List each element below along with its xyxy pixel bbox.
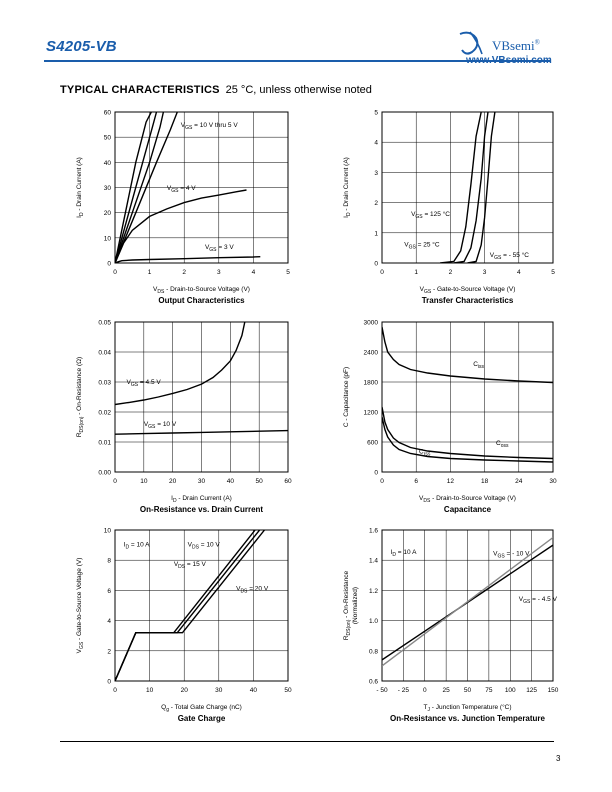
y-tick-label: 4	[374, 139, 378, 147]
x-tick-label: 30	[215, 687, 223, 694]
x-tick-label: 0	[422, 687, 427, 694]
y-tick-label: 0	[107, 678, 111, 686]
x-tick-label: 5	[551, 269, 555, 276]
series-annotation: $C_{oss}$	[496, 440, 509, 449]
x-tick-label: 10	[145, 687, 154, 694]
y-tick-label: 5	[374, 109, 378, 117]
series-annotation: $V_{GS} = 3$ V	[204, 244, 234, 254]
y-tick-label: 0.03	[98, 379, 111, 387]
x-tick-label: 0	[113, 478, 117, 485]
x-tick-label: 30	[197, 478, 206, 485]
footer-rule	[60, 741, 554, 742]
y-tick-label: 0.6	[368, 678, 378, 686]
chart-onres_temp	[343, 528, 559, 724]
y-tick-label: 50	[103, 134, 111, 142]
y-tick-label: 1	[374, 230, 378, 238]
y-tick-label: 1.6	[368, 527, 378, 535]
y-tick-label: 10	[103, 235, 111, 243]
x-tick-label: 30	[549, 478, 557, 485]
x-tick-label: 10	[140, 478, 148, 485]
x-tick-label: 40	[226, 478, 234, 485]
y-tick-label: 10	[103, 527, 111, 535]
y-tick-label: 2	[107, 648, 111, 656]
x-tick-label: 4	[251, 269, 256, 276]
y-tick-label: 20	[103, 210, 111, 218]
x-tick-label: 3	[482, 269, 487, 276]
series-line	[115, 190, 247, 263]
series-annotation: $C_{rss}$	[419, 448, 431, 458]
plot-frame	[382, 322, 553, 472]
series-line	[468, 112, 495, 263]
x-tick-label: 2	[182, 269, 187, 276]
chart-title: Capacitance	[443, 505, 492, 514]
plot-frame	[115, 530, 288, 681]
y-tick-label: 3	[374, 169, 378, 177]
chart-capacitance	[343, 320, 557, 515]
x-tick-label: 1	[147, 269, 152, 276]
x-tick-label: 2	[448, 269, 453, 276]
chart-title: Transfer Characteristics	[421, 296, 514, 305]
y-tick-label: 1200	[363, 409, 378, 417]
y-tick-label: 40	[103, 159, 111, 167]
series-annotation: $V_{DS} = 10$ V	[187, 541, 220, 551]
y-tick-label: 0.04	[98, 349, 111, 357]
chart-gate_charge	[76, 528, 292, 724]
series-annotation: $V_{GS}$ = - 4.5 V	[518, 595, 557, 605]
series-annotation: $V_{GS}$ = - 10 V	[493, 550, 530, 560]
chart-output	[76, 110, 290, 306]
y-axis-label: $V_{GS}$ - Gate-to-Source Voltage (V)	[76, 557, 85, 654]
series-annotation: $V_{GS} = 10$ V	[143, 421, 177, 431]
y-axis-label: $I_D$ - Drain Current (A)	[76, 157, 85, 218]
series-annotation: $V_{GS} = 10$ V thru 5 V	[180, 122, 238, 132]
series-annotation: $V_{GS} = 4.5$ V	[126, 379, 161, 389]
series-line	[115, 257, 260, 263]
series-annotation: $V_{GS} = 25$ °C	[404, 241, 440, 251]
y-tick-label: 600	[367, 439, 378, 447]
series-annotation: $V_{GS}$ = - 55 °C	[489, 251, 530, 261]
chart-title: On-Resistance vs. Junction Temperature	[389, 714, 546, 723]
x-tick-label: 1	[414, 269, 419, 276]
section-subtitle: 25 °C, unless otherwise noted	[225, 84, 372, 96]
y-tick-label: 1800	[363, 379, 378, 387]
x-tick-label: 50	[284, 687, 292, 694]
y-tick-label: 8	[107, 557, 111, 565]
x-tick-label: 3	[216, 269, 221, 276]
series-line	[382, 407, 553, 459]
x-tick-label: 50	[463, 687, 472, 694]
x-tick-label: 150	[547, 687, 559, 694]
y-tick-label: 0	[374, 260, 378, 268]
x-tick-label: 24	[515, 478, 523, 485]
y-tick-label: 0.00	[98, 469, 111, 477]
x-tick-label: 100	[504, 687, 516, 694]
y-axis-label: $R_{DS(on)}$ - On-Resistance (Ω)	[76, 356, 85, 438]
page-number: 3	[556, 754, 561, 763]
series-annotation: $I_D = 10$ A	[390, 549, 417, 559]
x-axis-label: $I_D$ - Drain Current (A)	[171, 495, 232, 504]
y-axis-label: $I_D$ - Drain Current (A)	[343, 157, 352, 218]
x-tick-label: 5	[286, 269, 290, 276]
series-line	[115, 530, 255, 681]
y-tick-label: 1.2	[368, 587, 378, 595]
chart-onres_id	[76, 320, 292, 515]
brand-name: VBsemi®	[492, 38, 540, 53]
y-tick-label: 0	[374, 469, 378, 477]
series-annotation: $C_{iss}$	[473, 361, 485, 370]
x-axis-label: $Q_g$ - Total Gate Charge (nC)	[161, 704, 242, 713]
y-tick-label: 60	[103, 109, 111, 117]
x-tick-label: 60	[284, 478, 292, 485]
x-tick-label: 6	[414, 478, 419, 485]
y-tick-label: 0.8	[368, 648, 378, 656]
y-tick-label: 1.0	[368, 618, 378, 626]
x-tick-label: 12	[446, 478, 455, 485]
y-tick-label: 1.4	[368, 557, 378, 565]
chart-transfer	[343, 110, 555, 306]
x-tick-label: 50	[255, 478, 263, 485]
chart-title: Gate Charge	[177, 714, 226, 723]
y-tick-label: 0.02	[98, 409, 111, 417]
website-link[interactable]: www.VBsemi.com	[466, 55, 552, 66]
series-annotation: $V_{GS} = 125$ °C	[411, 211, 451, 221]
x-tick-label: 75	[485, 687, 493, 694]
series-annotation: $V_{GS} = 4$ V	[166, 185, 196, 195]
y-tick-label: 6	[107, 587, 111, 595]
x-tick-label: 0	[380, 269, 384, 276]
x-tick-label: 0	[113, 269, 117, 276]
series-line	[382, 327, 553, 383]
y-axis-label-2: (Normalized)	[352, 586, 359, 625]
x-tick-label: - 25	[397, 687, 409, 694]
y-tick-label: 2	[374, 200, 378, 208]
x-axis-label: $V_{DS}$ - Drain-to-Source Voltage (V)	[153, 286, 250, 295]
x-axis-label: $V_{GS}$ - Gate-to-Source Voltage (V)	[419, 286, 516, 295]
x-tick-label: 18	[480, 478, 489, 485]
plot-frame	[382, 112, 553, 263]
x-axis-label: $V_{DS}$ - Drain-to-Source Voltage (V)	[419, 495, 516, 504]
x-tick-label: 0	[380, 478, 384, 485]
x-tick-label: 0	[113, 687, 117, 694]
y-tick-label: 4	[107, 618, 111, 626]
series-line	[440, 112, 481, 263]
y-tick-label: 2400	[363, 349, 378, 357]
section-title: TYPICAL CHARACTERISTICS	[60, 84, 220, 96]
x-tick-label: 25	[442, 687, 450, 694]
chart-title: Output Characteristics	[158, 296, 245, 305]
x-tick-label: 125	[526, 687, 538, 694]
part-number: S4205-VB	[46, 38, 117, 55]
x-tick-label: 20	[180, 687, 188, 694]
y-tick-label: 0	[107, 260, 111, 268]
series-annotation: $V_{DS} = 15$ V	[173, 561, 206, 571]
y-tick-label: 0.05	[98, 319, 111, 327]
y-axis-label: $R_{DS(on)}$ - On-Resistance	[343, 570, 352, 641]
chart-title: On-Resistance vs. Drain Current	[139, 505, 264, 514]
x-tick-label: - 50	[376, 687, 388, 694]
series-annotation: $V_{DS} = 20$ V	[236, 585, 269, 595]
y-tick-label: 30	[103, 185, 111, 192]
series-line	[115, 322, 245, 405]
x-tick-label: 20	[169, 478, 177, 485]
x-tick-label: 40	[249, 687, 258, 694]
y-axis-label: C - Capacitance (pF)	[343, 366, 350, 428]
x-axis-label: $T_J$ - Junction Temperature (°C)	[423, 704, 512, 713]
y-tick-label: 0.01	[98, 439, 111, 447]
y-tick-label: 3000	[363, 319, 378, 327]
series-annotation: $I_D = 10$ A	[123, 541, 150, 551]
x-tick-label: 4	[516, 269, 521, 276]
